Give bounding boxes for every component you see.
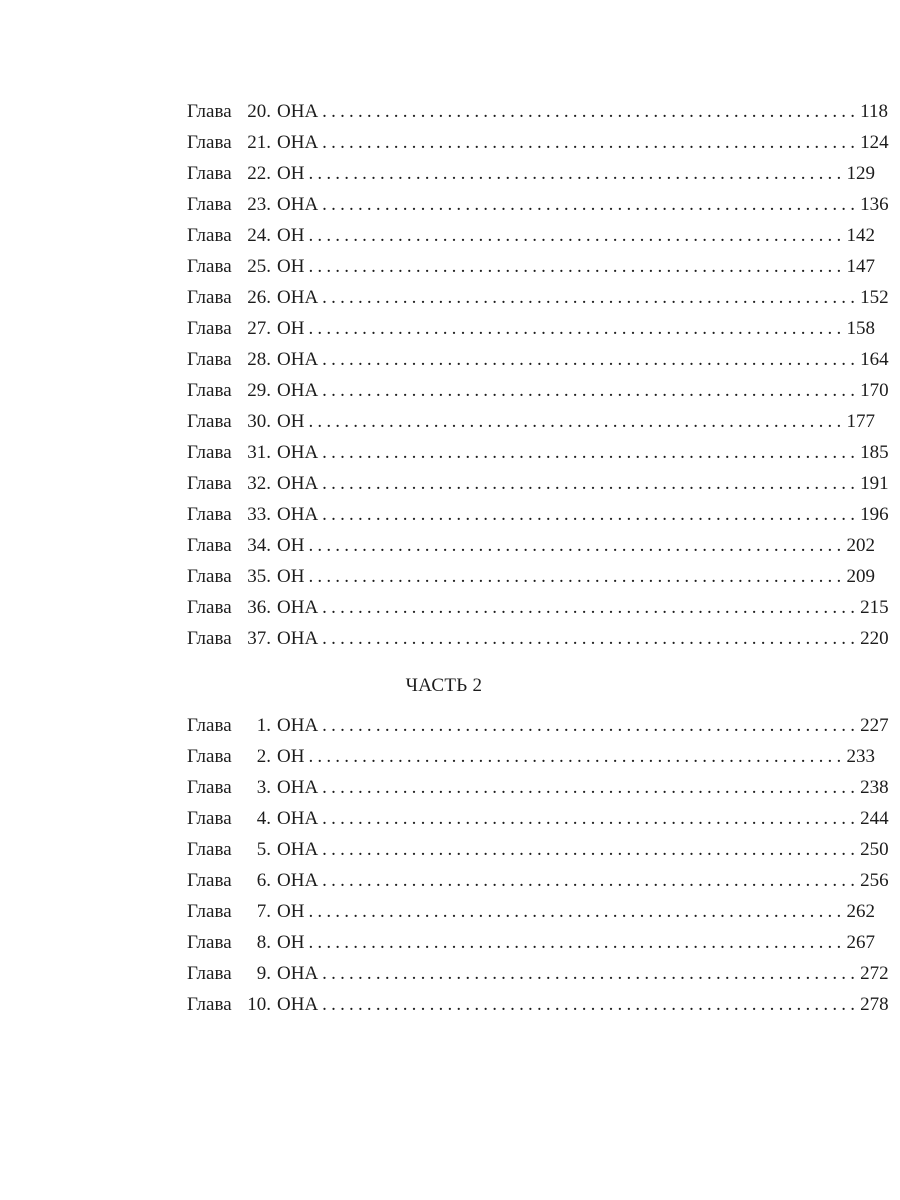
page-number: 158 — [846, 318, 875, 339]
chapter-title: ОНА — [277, 442, 319, 463]
toc-entry — [187, 220, 875, 251]
chapter-word: Глава — [187, 870, 232, 891]
toc-entry — [187, 189, 889, 220]
chapter-word: Глава — [187, 442, 232, 463]
chapter-number: 34. — [247, 535, 271, 556]
toc-entry — [187, 344, 889, 375]
page-number: 124 — [860, 132, 889, 153]
page-number: 278 — [860, 994, 889, 1015]
chapter-title: ОНА — [277, 715, 319, 736]
chapter-word: Глава — [187, 256, 232, 277]
dot-leader: ............................................................ — [308, 746, 846, 767]
page-number: 262 — [846, 901, 875, 922]
chapter-word: Глава — [187, 808, 232, 829]
part2-heading: ЧАСТЬ 2 — [405, 675, 483, 696]
chapter-number: 21. — [247, 132, 271, 153]
chapter-title: ОНА — [277, 839, 319, 860]
chapter-number: 23. — [247, 194, 271, 215]
dot-leader: ............................................................ — [322, 504, 860, 525]
dot-leader: ............................................................ — [308, 256, 846, 277]
dot-leader: ............................................................ — [322, 349, 860, 370]
toc-entry — [187, 958, 889, 989]
dot-leader: ............................................................ — [308, 566, 846, 587]
chapter-number: 1. — [256, 715, 271, 736]
chapter-word: Глава — [187, 380, 232, 401]
chapter-title: ОН — [277, 566, 305, 587]
chapter-title: ОНА — [277, 963, 319, 984]
chapter-number: 10. — [247, 994, 271, 1015]
page-number: 227 — [860, 715, 889, 736]
dot-leader: ............................................................ — [308, 225, 846, 246]
chapter-number: 30. — [247, 411, 271, 432]
chapter-title: ОНА — [277, 777, 319, 798]
page-number: 202 — [846, 535, 875, 556]
chapter-number: 29. — [247, 380, 271, 401]
chapter-word: Глава — [187, 994, 232, 1015]
chapter-word: Глава — [187, 715, 232, 736]
chapter-title: ОН — [277, 318, 305, 339]
chapter-word: Глава — [187, 566, 232, 587]
chapter-title: ОНА — [277, 628, 319, 649]
chapter-title: ОНА — [277, 287, 319, 308]
chapter-word: Глава — [187, 318, 232, 339]
chapter-number: 2. — [256, 746, 271, 767]
chapter-title: ОНА — [277, 101, 319, 122]
chapter-number: 26. — [247, 287, 271, 308]
page-number: 244 — [860, 808, 889, 829]
dot-leader: ............................................................ — [322, 101, 860, 122]
dot-leader: ............................................................ — [322, 870, 860, 891]
chapter-word: Глава — [187, 194, 232, 215]
chapter-number: 28. — [247, 349, 271, 370]
chapter-title: ОНА — [277, 808, 319, 829]
page-number: 191 — [860, 473, 889, 494]
page-number: 267 — [846, 932, 875, 953]
dot-leader: ............................................................ — [322, 808, 860, 829]
toc-entry — [187, 865, 889, 896]
dot-leader: ............................................................ — [322, 442, 860, 463]
toc-entry — [187, 561, 875, 592]
toc-entry — [187, 499, 889, 530]
chapter-number: 9. — [256, 963, 271, 984]
chapter-number: 5. — [256, 839, 271, 860]
page-number: 136 — [860, 194, 889, 215]
toc-entry — [187, 710, 889, 741]
page-number: 209 — [846, 566, 875, 587]
part2-chapter-list — [187, 710, 889, 1020]
chapter-title: ОНА — [277, 380, 319, 401]
toc-entry — [187, 375, 889, 406]
chapter-word: Глава — [187, 132, 232, 153]
chapter-word: Глава — [187, 839, 232, 860]
page-number: 177 — [846, 411, 875, 432]
chapter-number: 3. — [256, 777, 271, 798]
chapter-number: 6. — [256, 870, 271, 891]
chapter-word: Глава — [187, 628, 232, 649]
toc-entry — [187, 896, 875, 927]
toc-entry — [187, 313, 875, 344]
chapter-word: Глава — [187, 746, 232, 767]
chapter-title: ОНА — [277, 870, 319, 891]
page-number: 220 — [860, 628, 889, 649]
dot-leader: ............................................................ — [308, 163, 846, 184]
page-number: 118 — [860, 101, 888, 122]
chapter-title: ОНА — [277, 349, 319, 370]
chapter-number: 33. — [247, 504, 271, 525]
page-number: 142 — [846, 225, 875, 246]
page-number: 164 — [860, 349, 889, 370]
toc-entry — [187, 127, 889, 158]
toc-entry — [187, 623, 889, 654]
chapter-word: Глава — [187, 349, 232, 370]
chapter-title: ОНА — [277, 597, 319, 618]
page-number: 196 — [860, 504, 889, 525]
chapter-title: ОН — [277, 932, 305, 953]
chapter-word: Глава — [187, 932, 232, 953]
page-number: 272 — [860, 963, 889, 984]
dot-leader: ............................................................ — [322, 132, 860, 153]
chapter-number: 27. — [247, 318, 271, 339]
chapter-title: ОН — [277, 535, 305, 556]
toc-entry — [187, 741, 875, 772]
toc-entry — [187, 772, 889, 803]
toc-entry — [187, 406, 875, 437]
chapter-word: Глава — [187, 777, 232, 798]
dot-leader: ............................................................ — [322, 994, 860, 1015]
dot-leader: ............................................................ — [322, 839, 860, 860]
toc-entry — [187, 530, 875, 561]
chapter-number: 7. — [256, 901, 271, 922]
chapter-number: 36. — [247, 597, 271, 618]
chapter-title: ОН — [277, 411, 305, 432]
toc-entry — [187, 96, 888, 127]
chapter-word: Глава — [187, 101, 232, 122]
chapter-word: Глава — [187, 287, 232, 308]
chapter-number: 22. — [247, 163, 271, 184]
dot-leader: ............................................................ — [308, 318, 846, 339]
chapter-number: 32. — [247, 473, 271, 494]
chapter-title: ОНА — [277, 132, 319, 153]
dot-leader: ............................................................ — [308, 535, 846, 556]
chapter-title: ОН — [277, 256, 305, 277]
chapter-number: 37. — [247, 628, 271, 649]
table-of-contents — [187, 96, 889, 1020]
toc-entry — [187, 468, 889, 499]
chapter-word: Глава — [187, 901, 232, 922]
toc-entry — [187, 834, 889, 865]
chapter-number: 35. — [247, 566, 271, 587]
dot-leader: ............................................................ — [322, 473, 860, 494]
page-number: 256 — [860, 870, 889, 891]
chapter-word: Глава — [187, 597, 232, 618]
dot-leader: ............................................................ — [322, 715, 860, 736]
page-number: 152 — [860, 287, 889, 308]
dot-leader: ............................................................ — [322, 597, 860, 618]
page-number: 147 — [846, 256, 875, 277]
chapter-title: ОН — [277, 746, 305, 767]
toc-entry — [187, 158, 875, 189]
chapter-title: ОН — [277, 225, 305, 246]
dot-leader: ............................................................ — [322, 777, 860, 798]
dot-leader: ............................................................ — [308, 411, 846, 432]
dot-leader: ............................................................ — [322, 287, 860, 308]
page-number: 170 — [860, 380, 889, 401]
chapter-word: Глава — [187, 163, 232, 184]
dot-leader: ............................................................ — [322, 963, 860, 984]
chapter-word: Глава — [187, 473, 232, 494]
page-number: 185 — [860, 442, 889, 463]
page-number: 129 — [846, 163, 875, 184]
toc-entry — [187, 251, 875, 282]
chapter-title: ОН — [277, 163, 305, 184]
page-number: 238 — [860, 777, 889, 798]
dot-leader: ............................................................ — [322, 380, 860, 401]
dot-leader: ............................................................ — [308, 901, 846, 922]
chapter-number: 4. — [256, 808, 271, 829]
dot-leader: ............................................................ — [322, 628, 860, 649]
chapter-word: Глава — [187, 411, 232, 432]
chapter-word: Глава — [187, 535, 232, 556]
toc-entry — [187, 927, 875, 958]
chapter-word: Глава — [187, 504, 232, 525]
dot-leader: ............................................................ — [308, 932, 846, 953]
page-number: 215 — [860, 597, 889, 618]
chapter-word: Глава — [187, 963, 232, 984]
toc-entry — [187, 989, 889, 1020]
page-number: 233 — [846, 746, 875, 767]
chapter-number: 25. — [247, 256, 271, 277]
chapter-title: ОНА — [277, 994, 319, 1015]
dot-leader: ............................................................ — [322, 194, 860, 215]
page-number: 250 — [860, 839, 889, 860]
chapter-number: 24. — [247, 225, 271, 246]
toc-entry — [187, 803, 889, 834]
chapter-title: ОН — [277, 901, 305, 922]
toc-entry — [187, 592, 889, 623]
chapter-title: ОНА — [277, 504, 319, 525]
toc-entry — [187, 282, 889, 313]
toc-entry — [187, 437, 889, 468]
part1-chapter-list — [187, 96, 889, 654]
chapter-word: Глава — [187, 225, 232, 246]
chapter-number: 20. — [247, 101, 271, 122]
chapter-number: 31. — [247, 442, 271, 463]
chapter-title: ОНА — [277, 194, 319, 215]
chapter-title: ОНА — [277, 473, 319, 494]
chapter-number: 8. — [256, 932, 271, 953]
